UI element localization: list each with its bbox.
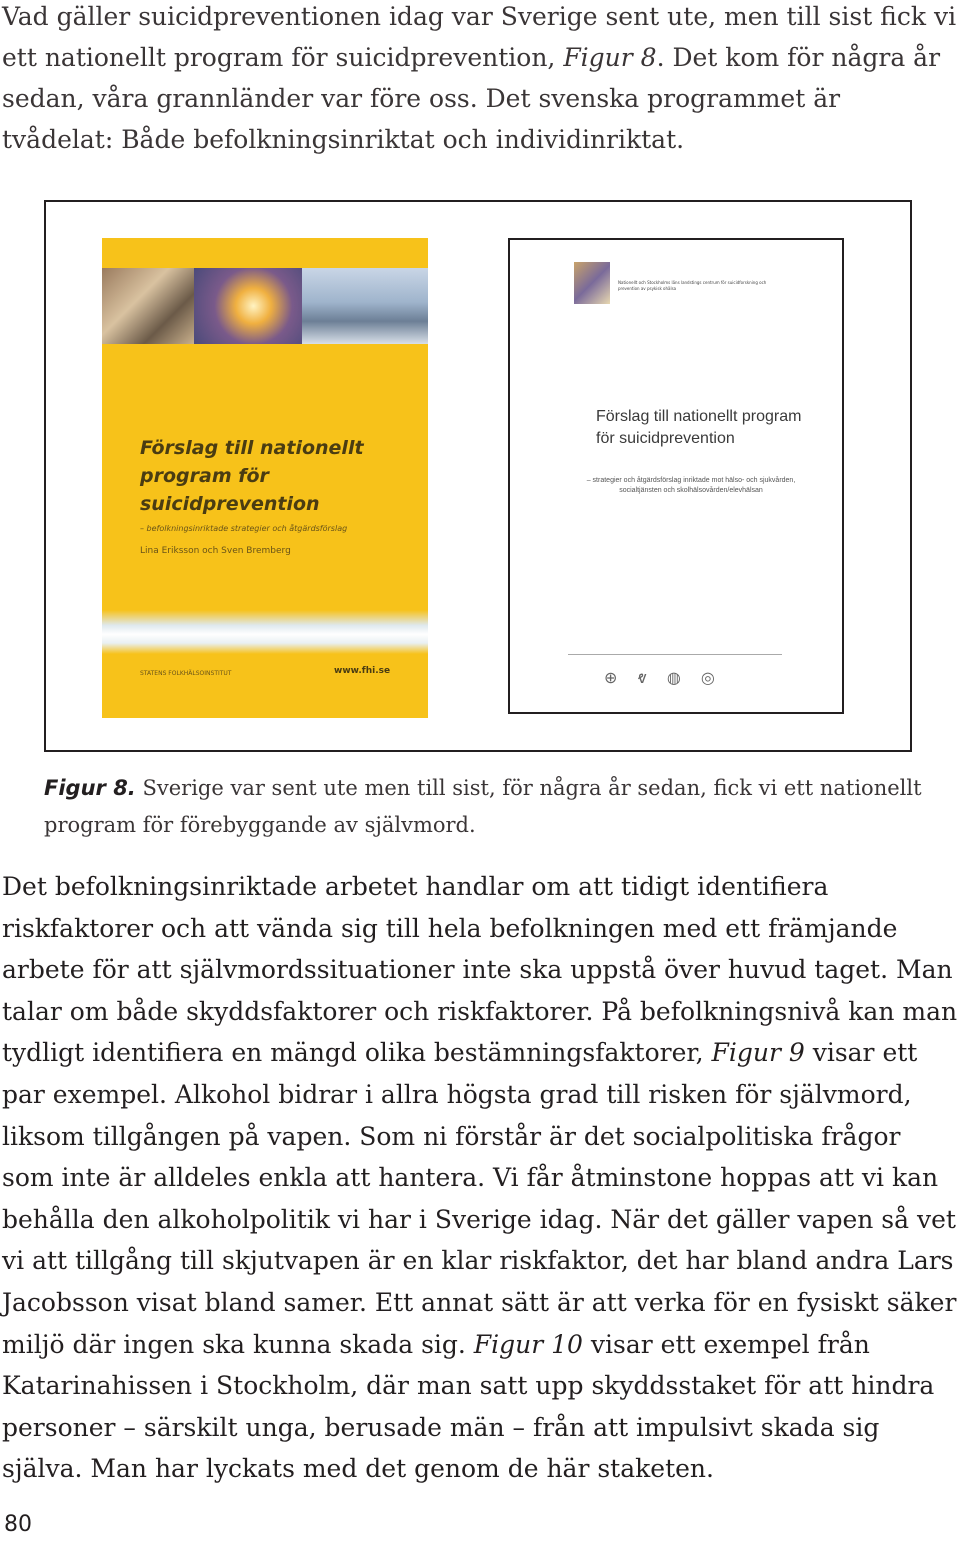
intro-text: Vad gäller suicidpreventionen idag var Sverige sent ute, men till sist fick vi ett nationellt program för suicidprevention, bbox=[2, 2, 957, 72]
partner-logo-3-icon: ◍ bbox=[666, 668, 681, 687]
figure-8 bbox=[44, 200, 912, 752]
partner-logos bbox=[604, 668, 715, 687]
yellow-cover-publisher: STATENS FOLKHÄLSOINSTITUT bbox=[140, 670, 232, 677]
figure-caption bbox=[44, 770, 924, 844]
caption-text: Sverige var sent ute men till sist, för några år sedan, fick vi ett nationellt program för förebyggande av självmord. bbox=[44, 776, 922, 837]
body-paragraph bbox=[2, 866, 958, 1490]
intro-text-cont: . Det kom för några år sedan, våra grannländer var före oss. Det svenska programmet är tvådelat: Både befolkningsinriktat och individinriktat. bbox=[2, 43, 941, 154]
page-number: 80 bbox=[4, 1512, 32, 1537]
yellow-cover-authors: Lina Eriksson och Sven Bremberg bbox=[140, 546, 291, 556]
partner-logo-1-icon: ⊕ bbox=[604, 668, 618, 687]
intro-figure-ref: Figur 8 bbox=[563, 43, 657, 72]
yellow-cover-title: Förslag till nationellt program för suicidprevention bbox=[140, 437, 364, 515]
yellow-cover-url: www.fhi.se bbox=[334, 666, 391, 676]
cover-photo-strip bbox=[102, 268, 428, 344]
body-text-2: visar ett par exempel. Alkohol bidrar i allra högsta grad till risken för självmord, liksom tillgången på vapen. Som ni förstår är det socialpolitiska frågor som inte är alldeles enkla att hantera. Vi får åtminstone hoppas att vi kan behålla den alkoholpolitik vi har i Sverige idag. När det gäller vapen så vet vi att tillgång till skjutvapen är en klar riskfaktor, det har bland andra Lars Jacobsson visat bland samer. Ett annat sätt är att verka för en fysiskt säker miljö där ingen ska kunna skada sig. bbox=[2, 1038, 957, 1359]
white-cover-subtitle: – strategier och åtgärdsförslag inriktade mot hälso- och sjukvården, socialtjänsten och skolhälsovården/elevhälsan bbox=[586, 477, 796, 494]
cover-photo-city bbox=[302, 268, 428, 344]
body-text-3: visar ett exempel från Katarinahissen i Stockholm, där man satt upp skyddsstaket för att hindra personer – särskilt unga, berusade män – från att impulsivt skada sig själva. Man har lyckats med det genom de här staketen. bbox=[2, 1329, 935, 1484]
white-report-cover bbox=[508, 238, 844, 714]
partner-logo-2-icon: ⱴ bbox=[637, 668, 647, 687]
yellow-cover-subtitle: – befolkningsinriktade strategier och åtgärdsförslag bbox=[140, 524, 348, 533]
cover-photo-people bbox=[102, 268, 194, 344]
figure-10-ref: Figur 10 bbox=[473, 1329, 583, 1359]
white-cover-header: Nationellt och Stockholms läns landstings centrum för suicidforskning och prevention av psykisk ohälsa bbox=[618, 280, 767, 291]
partner-logo-4-icon: ◎ bbox=[700, 668, 715, 687]
report-logo-image bbox=[574, 262, 610, 304]
figure-9-ref: Figur 9 bbox=[711, 1038, 805, 1068]
body-text-1: Det befolkningsinriktade arbetet handlar om att tidigt identifiera riskfaktorer och att vända sig till hela befolkningen med ett främjande arbete för att självmordssituationer inte ska uppstå över huvud taget. Man talar om både skyddsfaktorer och riskfaktorer. På befolkningsnivå kan man tydligt identifiera en mängd olika bestämningsfaktorer, bbox=[2, 872, 958, 1068]
cover-wave-graphic bbox=[102, 610, 428, 654]
intro-paragraph bbox=[2, 0, 957, 160]
white-cover-title: Förslag till nationellt program för suicidprevention bbox=[596, 408, 802, 447]
yellow-book-cover bbox=[102, 238, 428, 718]
caption-label: Figur 8. bbox=[44, 776, 136, 800]
cover-photo-hands-heart bbox=[194, 268, 302, 344]
white-cover-divider bbox=[568, 654, 782, 655]
